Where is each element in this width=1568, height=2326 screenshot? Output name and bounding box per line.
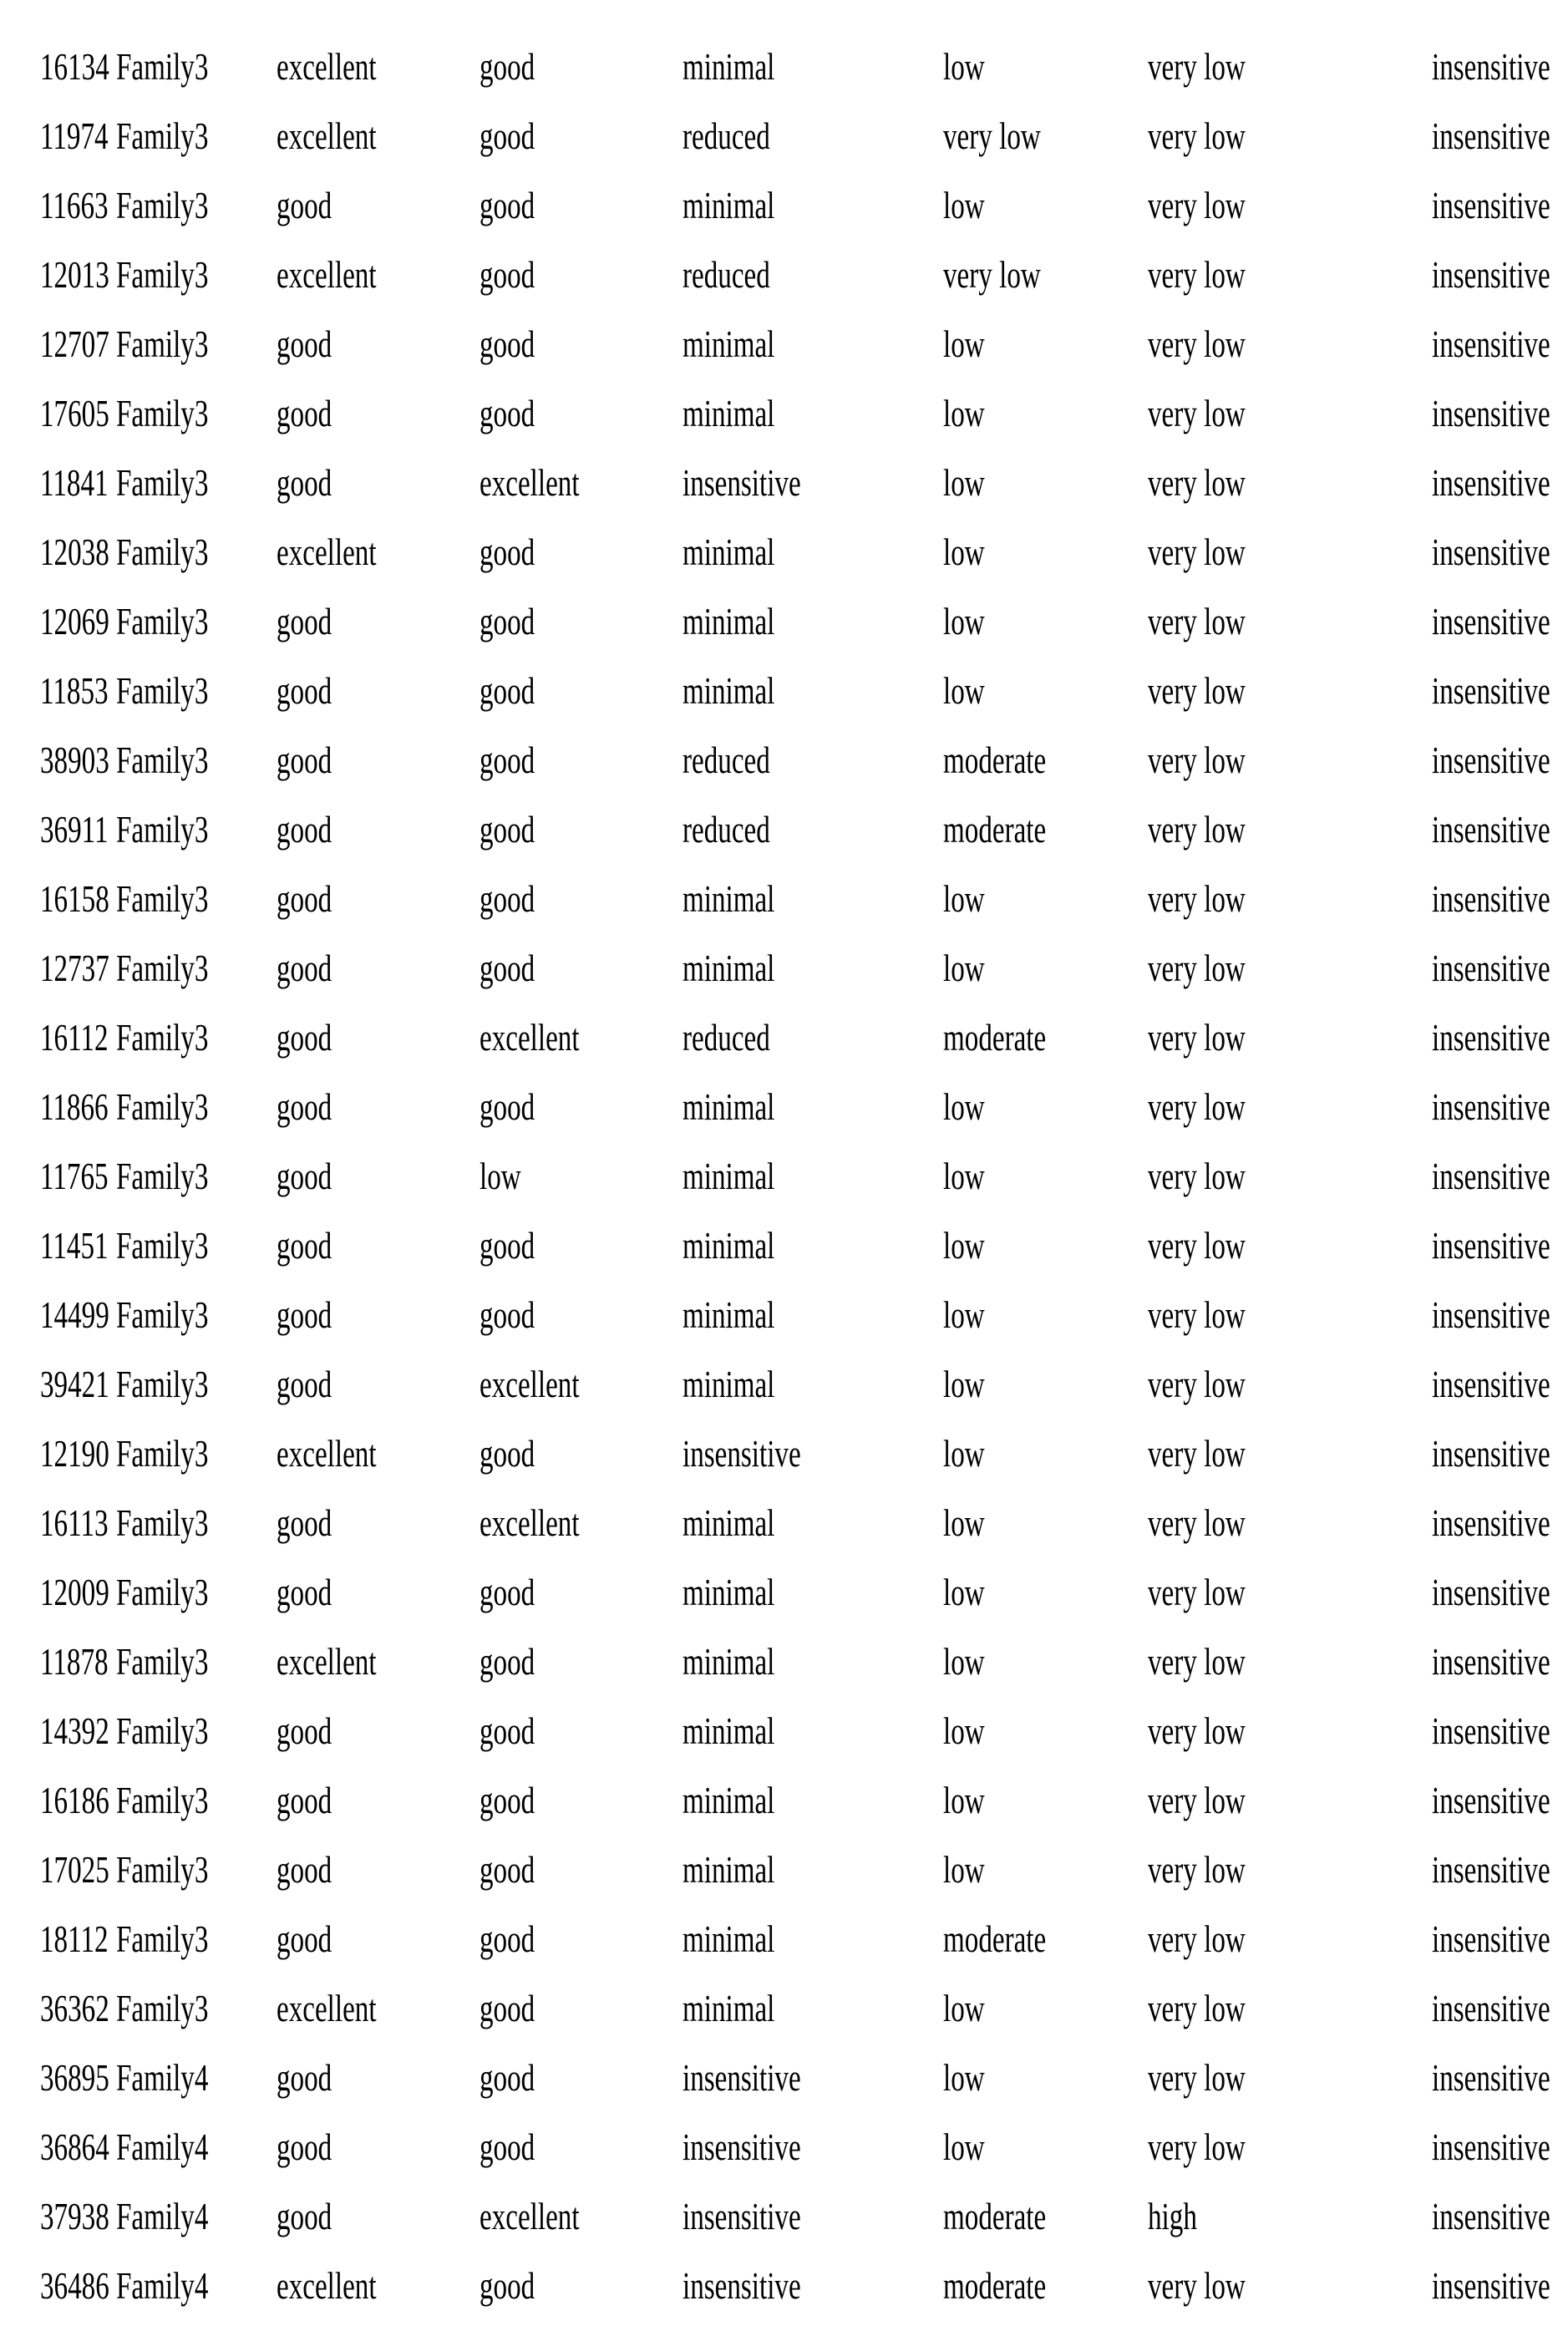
table-row	[0, 2043, 1568, 2112]
table-row	[0, 448, 1568, 517]
col7-cell: very low	[1148, 32, 1246, 101]
col8-cell: insensitive	[1432, 309, 1550, 378]
family-cell: Family3	[116, 1349, 208, 1419]
table-row	[0, 795, 1568, 864]
col7-cell: high	[1148, 2181, 1197, 2251]
table-row	[0, 1973, 1568, 2043]
col8-cell: insensitive	[1432, 240, 1550, 309]
col7-cell: very low	[1148, 448, 1246, 517]
col8-cell: insensitive	[1432, 1627, 1550, 1696]
col6-cell: moderate	[943, 2251, 1046, 2320]
col7-cell: very low	[1148, 1141, 1246, 1211]
col7-cell: very low	[1148, 1627, 1246, 1696]
col4-cell: excellent	[480, 1349, 580, 1419]
col4-cell: good	[480, 170, 535, 240]
family-cell: Family3	[116, 864, 208, 933]
col3-cell: good	[277, 933, 332, 1003]
col3-cell: good	[277, 1072, 332, 1141]
family-cell: Family3	[116, 32, 208, 101]
col3-cell: good	[277, 1765, 332, 1835]
col3-cell: good	[277, 1835, 332, 1904]
col5-cell: insensitive	[683, 2181, 801, 2251]
id-cell: 36895	[40, 2043, 109, 2112]
id-cell: 12038	[40, 517, 109, 587]
col5-cell: minimal	[683, 1349, 774, 1419]
family-cell: Family3	[116, 933, 208, 1003]
col8-cell: insensitive	[1432, 2181, 1550, 2251]
id-cell: 11974	[40, 101, 109, 170]
col6-cell: low	[943, 1211, 985, 1280]
family-cell: Family3	[116, 1627, 208, 1696]
id-cell: 12013	[40, 240, 109, 309]
family-cell: Family3	[116, 795, 208, 864]
col7-cell: very low	[1148, 725, 1246, 795]
col5-cell: minimal	[683, 1557, 774, 1627]
col4-cell: good	[480, 725, 535, 795]
col6-cell: low	[943, 1280, 985, 1349]
id-cell: 11841	[40, 448, 109, 517]
table-row	[0, 1904, 1568, 1973]
col8-cell: insensitive	[1432, 725, 1550, 795]
col3-cell: good	[277, 1349, 332, 1419]
id-cell: 12707	[40, 309, 109, 378]
family-cell: Family3	[116, 1696, 208, 1765]
col4-cell: excellent	[480, 1488, 580, 1557]
col6-cell: moderate	[943, 1904, 1046, 1973]
id-cell: 16186	[40, 1765, 109, 1835]
id-cell: 11451	[40, 1211, 109, 1280]
col5-cell: minimal	[683, 32, 774, 101]
family-cell: Family4	[116, 2112, 208, 2181]
col3-cell: good	[277, 864, 332, 933]
col5-cell: insensitive	[683, 2112, 801, 2181]
col7-cell: very low	[1148, 2112, 1246, 2181]
col5-cell: minimal	[683, 1973, 774, 2043]
col4-cell: good	[480, 656, 535, 725]
col6-cell: low	[943, 587, 985, 656]
col3-cell: good	[277, 1003, 332, 1072]
table-row	[0, 1211, 1568, 1280]
col7-cell: very low	[1148, 795, 1246, 864]
col7-cell: very low	[1148, 1003, 1246, 1072]
col4-cell: good	[480, 2251, 535, 2320]
table-row	[0, 1072, 1568, 1141]
col3-cell: good	[277, 309, 332, 378]
col5-cell: minimal	[683, 1072, 774, 1141]
col7-cell: very low	[1148, 1349, 1246, 1419]
col6-cell: low	[943, 1696, 985, 1765]
col5-cell: minimal	[683, 1835, 774, 1904]
col3-cell: good	[277, 2181, 332, 2251]
col8-cell: insensitive	[1432, 933, 1550, 1003]
col8-cell: insensitive	[1432, 378, 1550, 448]
col8-cell: insensitive	[1432, 2112, 1550, 2181]
col5-cell: minimal	[683, 933, 774, 1003]
col7-cell: very low	[1148, 309, 1246, 378]
col8-cell: insensitive	[1432, 170, 1550, 240]
col8-cell: insensitive	[1432, 1835, 1550, 1904]
col7-cell: very low	[1148, 2043, 1246, 2112]
col4-cell: good	[480, 2112, 535, 2181]
family-cell: Family3	[116, 1904, 208, 1973]
col5-cell: minimal	[683, 517, 774, 587]
col3-cell: excellent	[277, 1419, 377, 1488]
col8-cell: insensitive	[1432, 1211, 1550, 1280]
col5-cell: minimal	[683, 170, 774, 240]
col4-cell: good	[480, 1627, 535, 1696]
col8-cell: insensitive	[1432, 1904, 1550, 1973]
col5-cell: insensitive	[683, 2251, 801, 2320]
col7-cell: very low	[1148, 378, 1246, 448]
col4-cell: good	[480, 32, 535, 101]
col3-cell: excellent	[277, 2251, 377, 2320]
col6-cell: moderate	[943, 2181, 1046, 2251]
col5-cell: minimal	[683, 1627, 774, 1696]
table-row	[0, 32, 1568, 101]
col8-cell: insensitive	[1432, 517, 1550, 587]
col7-cell: very low	[1148, 1765, 1246, 1835]
family-cell: Family3	[116, 448, 208, 517]
family-cell: Family3	[116, 1072, 208, 1141]
col4-cell: good	[480, 1419, 535, 1488]
col8-cell: insensitive	[1432, 2251, 1550, 2320]
col6-cell: low	[943, 2112, 985, 2181]
table-row	[0, 1349, 1568, 1419]
family-cell: Family3	[116, 1557, 208, 1627]
col4-cell: good	[480, 1557, 535, 1627]
id-cell: 11866	[40, 1072, 109, 1141]
col4-cell: good	[480, 2043, 535, 2112]
col8-cell: insensitive	[1432, 864, 1550, 933]
id-cell: 12069	[40, 587, 109, 656]
table-row	[0, 1696, 1568, 1765]
id-cell: 36911	[40, 795, 109, 864]
table-row	[0, 1835, 1568, 1904]
col8-cell: insensitive	[1432, 1003, 1550, 1072]
col4-cell: good	[480, 309, 535, 378]
id-cell: 16158	[40, 864, 109, 933]
col3-cell: good	[277, 2043, 332, 2112]
family-cell: Family3	[116, 1765, 208, 1835]
id-cell: 12190	[40, 1419, 109, 1488]
col6-cell: low	[943, 864, 985, 933]
id-cell: 16113	[40, 1488, 109, 1557]
family-cell: Family3	[116, 240, 208, 309]
col3-cell: good	[277, 1488, 332, 1557]
id-cell: 16112	[40, 1003, 109, 1072]
col6-cell: low	[943, 1072, 985, 1141]
col8-cell: insensitive	[1432, 1419, 1550, 1488]
table-row	[0, 2251, 1568, 2320]
id-cell: 36362	[40, 1973, 109, 2043]
family-cell: Family3	[116, 1280, 208, 1349]
col6-cell: low	[943, 1488, 985, 1557]
col8-cell: insensitive	[1432, 1557, 1550, 1627]
table-row	[0, 933, 1568, 1003]
col6-cell: low	[943, 448, 985, 517]
col3-cell: good	[277, 725, 332, 795]
col7-cell: very low	[1148, 1280, 1246, 1349]
col5-cell: minimal	[683, 1280, 774, 1349]
table-row	[0, 1141, 1568, 1211]
col8-cell: insensitive	[1432, 32, 1550, 101]
id-cell: 11663	[40, 170, 109, 240]
col3-cell: good	[277, 1211, 332, 1280]
col3-cell: good	[277, 448, 332, 517]
col3-cell: good	[277, 656, 332, 725]
col8-cell: insensitive	[1432, 656, 1550, 725]
col5-cell: reduced	[683, 240, 770, 309]
id-cell: 37938	[40, 2181, 109, 2251]
table-row	[0, 1627, 1568, 1696]
family-cell: Family3	[116, 725, 208, 795]
col3-cell: good	[277, 170, 332, 240]
col7-cell: very low	[1148, 656, 1246, 725]
col5-cell: minimal	[683, 1696, 774, 1765]
family-cell: Family4	[116, 2043, 208, 2112]
col4-cell: good	[480, 795, 535, 864]
table-row	[0, 656, 1568, 725]
col4-cell: good	[480, 517, 535, 587]
col8-cell: insensitive	[1432, 1280, 1550, 1349]
col8-cell: insensitive	[1432, 101, 1550, 170]
col3-cell: good	[277, 587, 332, 656]
id-cell: 11878	[40, 1627, 109, 1696]
col7-cell: very low	[1148, 1419, 1246, 1488]
family-cell: Family3	[116, 1973, 208, 2043]
col7-cell: very low	[1148, 1557, 1246, 1627]
col7-cell: very low	[1148, 1835, 1246, 1904]
col8-cell: insensitive	[1432, 795, 1550, 864]
col8-cell: insensitive	[1432, 1488, 1550, 1557]
col6-cell: low	[943, 1973, 985, 2043]
family-cell: Family3	[116, 1211, 208, 1280]
col5-cell: minimal	[683, 378, 774, 448]
col3-cell: excellent	[277, 1973, 377, 2043]
col4-cell: good	[480, 378, 535, 448]
col4-cell: good	[480, 101, 535, 170]
table-row	[0, 101, 1568, 170]
id-cell: 38903	[40, 725, 109, 795]
family-cell: Family3	[116, 656, 208, 725]
col8-cell: insensitive	[1432, 2043, 1550, 2112]
col4-cell: good	[480, 933, 535, 1003]
col3-cell: good	[277, 1280, 332, 1349]
col6-cell: moderate	[943, 795, 1046, 864]
id-cell: 11765	[40, 1141, 109, 1211]
col3-cell: excellent	[277, 240, 377, 309]
col7-cell: very low	[1148, 517, 1246, 587]
col7-cell: very low	[1148, 170, 1246, 240]
table-row	[0, 1557, 1568, 1627]
table-row	[0, 1765, 1568, 1835]
col3-cell: good	[277, 1141, 332, 1211]
id-cell: 14499	[40, 1280, 109, 1349]
table-row	[0, 170, 1568, 240]
col7-cell: very low	[1148, 864, 1246, 933]
id-cell: 36486	[40, 2251, 109, 2320]
col5-cell: minimal	[683, 1488, 774, 1557]
col3-cell: good	[277, 795, 332, 864]
col8-cell: insensitive	[1432, 1765, 1550, 1835]
col5-cell: reduced	[683, 101, 770, 170]
col6-cell: low	[943, 1141, 985, 1211]
col3-cell: good	[277, 1696, 332, 1765]
table-row	[0, 517, 1568, 587]
col6-cell: low	[943, 309, 985, 378]
col5-cell: insensitive	[683, 1419, 801, 1488]
col5-cell: insensitive	[683, 448, 801, 517]
table-row	[0, 864, 1568, 933]
col7-cell: very low	[1148, 587, 1246, 656]
id-cell: 14392	[40, 1696, 109, 1765]
family-cell: Family4	[116, 2181, 208, 2251]
col6-cell: low	[943, 378, 985, 448]
col5-cell: minimal	[683, 656, 774, 725]
col6-cell: very low	[943, 240, 1041, 309]
col8-cell: insensitive	[1432, 587, 1550, 656]
table-row	[0, 725, 1568, 795]
table-row	[0, 2181, 1568, 2251]
table-row	[0, 240, 1568, 309]
col6-cell: low	[943, 1349, 985, 1419]
family-cell: Family3	[116, 517, 208, 587]
id-cell: 17605	[40, 378, 109, 448]
col5-cell: minimal	[683, 1904, 774, 1973]
col6-cell: low	[943, 1835, 985, 1904]
col3-cell: good	[277, 378, 332, 448]
family-cell: Family3	[116, 1141, 208, 1211]
col4-cell: excellent	[480, 448, 580, 517]
col5-cell: minimal	[683, 864, 774, 933]
id-cell: 12737	[40, 933, 109, 1003]
id-cell: 36864	[40, 2112, 109, 2181]
col6-cell: low	[943, 1765, 985, 1835]
family-cell: Family3	[116, 1003, 208, 1072]
id-cell: 39421	[40, 1349, 109, 1419]
family-cell: Family3	[116, 101, 208, 170]
col8-cell: insensitive	[1432, 1072, 1550, 1141]
table-row	[0, 1280, 1568, 1349]
col4-cell: good	[480, 240, 535, 309]
table-row	[0, 1419, 1568, 1488]
col8-cell: insensitive	[1432, 448, 1550, 517]
col3-cell: good	[277, 1557, 332, 1627]
data-table	[0, 0, 1568, 2326]
col5-cell: minimal	[683, 1141, 774, 1211]
col4-cell: good	[480, 587, 535, 656]
family-cell: Family3	[116, 378, 208, 448]
col6-cell: low	[943, 170, 985, 240]
col7-cell: very low	[1148, 1696, 1246, 1765]
family-cell: Family4	[116, 2251, 208, 2320]
col7-cell: very low	[1148, 1973, 1246, 2043]
id-cell: 12009	[40, 1557, 109, 1627]
col6-cell: low	[943, 32, 985, 101]
col4-cell: excellent	[480, 2181, 580, 2251]
col6-cell: low	[943, 656, 985, 725]
col8-cell: insensitive	[1432, 1141, 1550, 1211]
col5-cell: minimal	[683, 1211, 774, 1280]
col5-cell: minimal	[683, 1765, 774, 1835]
col4-cell: good	[480, 1072, 535, 1141]
id-cell: 18112	[40, 1904, 109, 1973]
family-cell: Family3	[116, 1488, 208, 1557]
col4-cell: good	[480, 1280, 535, 1349]
col3-cell: good	[277, 2112, 332, 2181]
col7-cell: very low	[1148, 2251, 1246, 2320]
col5-cell: insensitive	[683, 2043, 801, 2112]
family-cell: Family3	[116, 309, 208, 378]
col3-cell: excellent	[277, 101, 377, 170]
col8-cell: insensitive	[1432, 1696, 1550, 1765]
id-cell: 16134	[40, 32, 109, 101]
col4-cell: good	[480, 1765, 535, 1835]
col5-cell: reduced	[683, 725, 770, 795]
family-cell: Family3	[116, 587, 208, 656]
col5-cell: minimal	[683, 587, 774, 656]
col7-cell: very low	[1148, 1211, 1246, 1280]
col5-cell: reduced	[683, 1003, 770, 1072]
col6-cell: low	[943, 933, 985, 1003]
col6-cell: low	[943, 2043, 985, 2112]
col4-cell: low	[480, 1141, 521, 1211]
col3-cell: excellent	[277, 32, 377, 101]
col7-cell: very low	[1148, 933, 1246, 1003]
col7-cell: very low	[1148, 101, 1246, 170]
id-cell: 17025	[40, 1835, 109, 1904]
col4-cell: good	[480, 1973, 535, 2043]
col5-cell: minimal	[683, 309, 774, 378]
col7-cell: very low	[1148, 1488, 1246, 1557]
col4-cell: good	[480, 1696, 535, 1765]
family-cell: Family3	[116, 1419, 208, 1488]
col6-cell: very low	[943, 101, 1041, 170]
col6-cell: low	[943, 1557, 985, 1627]
col4-cell: good	[480, 864, 535, 933]
col4-cell: good	[480, 1835, 535, 1904]
table-row	[0, 378, 1568, 448]
col7-cell: very low	[1148, 1072, 1246, 1141]
family-cell: Family3	[116, 1835, 208, 1904]
col8-cell: insensitive	[1432, 1349, 1550, 1419]
col5-cell: reduced	[683, 795, 770, 864]
col6-cell: moderate	[943, 725, 1046, 795]
table-row	[0, 587, 1568, 656]
table-row	[0, 1003, 1568, 1072]
col3-cell: excellent	[277, 1627, 377, 1696]
col7-cell: very low	[1148, 1904, 1246, 1973]
col6-cell: low	[943, 1627, 985, 1696]
col6-cell: moderate	[943, 1003, 1046, 1072]
col8-cell: insensitive	[1432, 1973, 1550, 2043]
col4-cell: good	[480, 1211, 535, 1280]
col3-cell: good	[277, 1904, 332, 1973]
col3-cell: excellent	[277, 517, 377, 587]
table-row	[0, 1488, 1568, 1557]
col4-cell: excellent	[480, 1003, 580, 1072]
id-cell: 11853	[40, 656, 109, 725]
family-cell: Family3	[116, 170, 208, 240]
col6-cell: low	[943, 1419, 985, 1488]
col4-cell: good	[480, 1904, 535, 1973]
col6-cell: low	[943, 517, 985, 587]
col7-cell: very low	[1148, 240, 1246, 309]
table-row	[0, 309, 1568, 378]
table-row	[0, 2112, 1568, 2181]
